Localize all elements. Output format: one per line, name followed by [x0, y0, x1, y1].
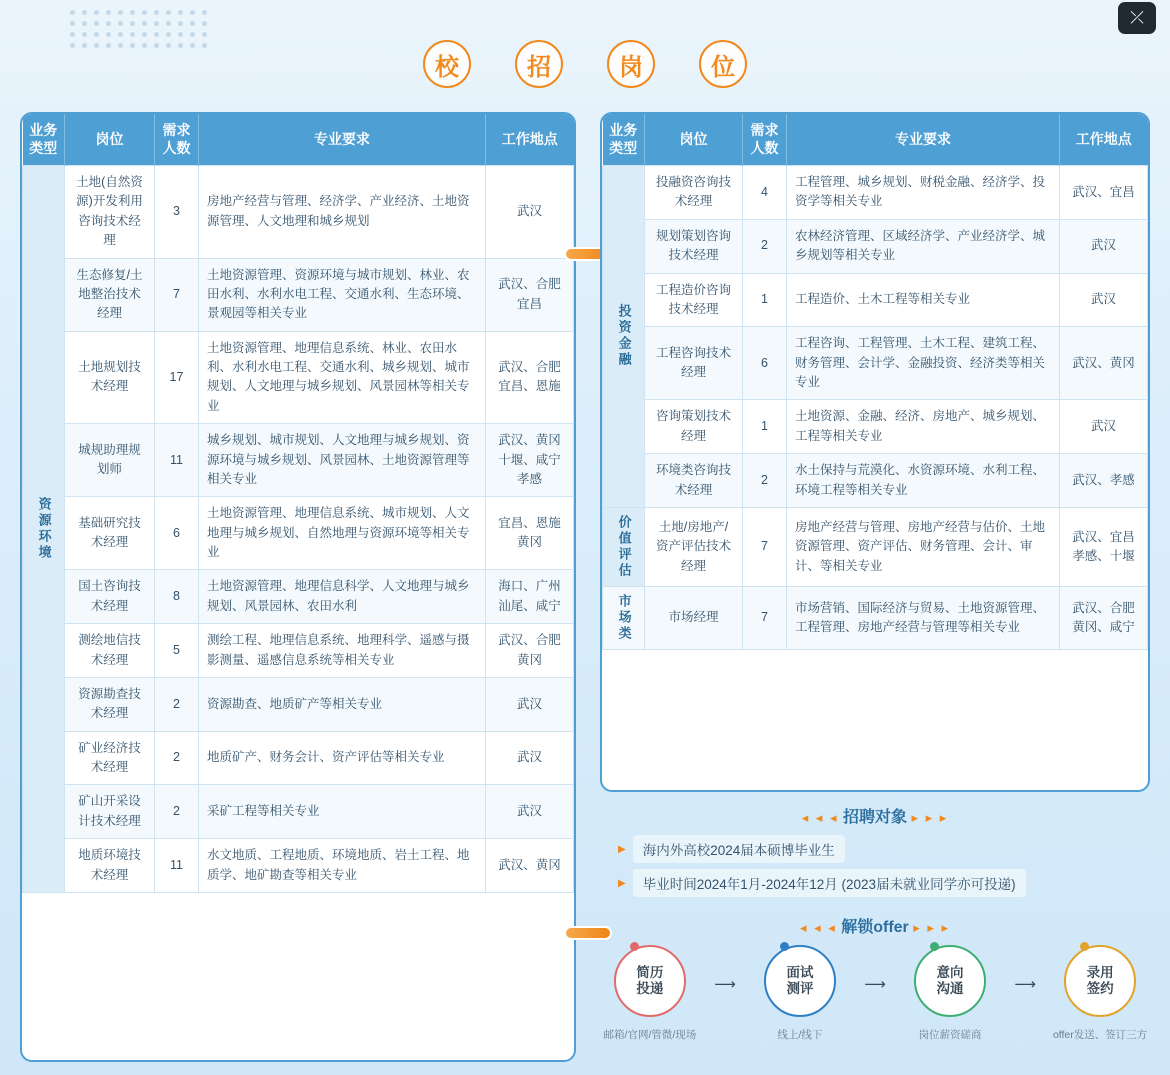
- th-major: 专业要求: [199, 114, 486, 166]
- th-count: 需求人数: [743, 114, 787, 166]
- table-row: [23, 424, 574, 497]
- th-location: 工作地点: [486, 114, 574, 166]
- post-cell: 环境类咨询技术经理: [645, 454, 743, 508]
- flow-dot-icon: [780, 942, 789, 951]
- count-cell: 2: [155, 731, 199, 785]
- flow-line1: 面试: [786, 964, 814, 980]
- flow-step: [1050, 945, 1150, 1042]
- count-cell: 2: [155, 677, 199, 731]
- page-title: [0, 40, 1170, 88]
- major-cell: 水文地质、工程地质、环境地质、岩土工程、地质学、地矿勘查等相关专业: [199, 839, 486, 893]
- table-row: [603, 586, 1148, 649]
- major-cell: 水土保持与荒漠化、水资源环境、水利工程、环境工程等相关专业: [787, 454, 1060, 508]
- triangle-icon: ▶: [618, 877, 626, 889]
- flow-arrow-icon: ⟶: [1014, 976, 1036, 993]
- list-item: [618, 835, 1150, 863]
- count-cell: 7: [743, 507, 787, 586]
- location-cell: 武汉、宜昌: [1060, 166, 1148, 220]
- list-item: [618, 869, 1150, 897]
- major-cell: 农林经济管理、区域经济学、产业经济学、城乡规划等相关专业: [787, 219, 1060, 273]
- section-title-text: 解锁offer: [841, 919, 909, 936]
- triangle-icon: ▶: [618, 843, 626, 855]
- table-row: [23, 785, 574, 839]
- count-cell: 17: [155, 331, 199, 424]
- title-char: 岗: [607, 40, 655, 88]
- flow-arrow-icon: ⟶: [714, 976, 736, 993]
- major-cell: 工程造价、土木工程等相关专业: [787, 273, 1060, 327]
- count-cell: 7: [743, 586, 787, 649]
- flow-caption: 线上/线下: [777, 1029, 823, 1041]
- table-row: [23, 331, 574, 424]
- flow-circle: [614, 945, 686, 1017]
- count-cell: 3: [155, 166, 199, 259]
- count-cell: 2: [743, 454, 787, 508]
- flow-line2: 签约: [1086, 981, 1114, 996]
- count-cell: 1: [743, 273, 787, 327]
- table-row: [603, 507, 1148, 586]
- flow-caption: 邮箱/官网/管微/现场: [603, 1029, 697, 1041]
- table-row: [603, 273, 1148, 327]
- flow-line2: 测评: [786, 981, 814, 996]
- title-char: 招: [515, 40, 563, 88]
- location-cell: 海口、广州汕尾、咸宁: [486, 570, 574, 624]
- right-jobs-table: [602, 114, 1148, 650]
- post-cell: 基础研究技术经理: [65, 497, 155, 570]
- unlock-offer-title: [600, 914, 1150, 937]
- table-row: [603, 400, 1148, 454]
- flow-arrow-icon: ⟶: [864, 976, 886, 993]
- flow-step: [750, 945, 850, 1042]
- major-cell: 土地资源管理、地理信息系统、林业、农田水利、水利水电工程、交通水利、城乡规划、城市规划、人文地理与城乡规划、风景园林等相关专业: [199, 331, 486, 424]
- section-title-text: 招聘对象: [842, 809, 907, 826]
- location-cell: 武汉: [486, 677, 574, 731]
- flow-step: [900, 945, 1000, 1042]
- post-cell: 土地(自然资源)开发利用咨询技术经理: [65, 166, 155, 259]
- arrow-right: ▸ ▸ ▸: [913, 920, 951, 935]
- title-char: 位: [699, 40, 747, 88]
- location-cell: 武汉、黄冈: [486, 839, 574, 893]
- th-count: 需求人数: [155, 114, 199, 166]
- location-cell: 武汉: [486, 731, 574, 785]
- table-header-row: [603, 114, 1148, 166]
- location-cell: 武汉、宜昌孝感、十堰: [1060, 507, 1148, 586]
- flow-line2: 沟通: [936, 981, 964, 996]
- table-row: [603, 454, 1148, 508]
- location-cell: 武汉、孝感: [1060, 454, 1148, 508]
- flow-line1: 录用: [1086, 964, 1114, 980]
- biz-type-cell: 资源环境: [23, 166, 65, 893]
- title-char: 校: [423, 40, 471, 88]
- major-cell: 测绘工程、地理信息系统、地理科学、遥感与摄影测量、遥感信息系统等相关专业: [199, 624, 486, 678]
- post-cell: 咨询策划技术经理: [645, 400, 743, 454]
- location-cell: 武汉: [486, 785, 574, 839]
- major-cell: 工程管理、城乡规划、财税金融、经济学、投资学等相关专业: [787, 166, 1060, 220]
- major-cell: 采矿工程等相关专业: [199, 785, 486, 839]
- table-row: [23, 570, 574, 624]
- location-cell: 宜昌、恩施黄冈: [486, 497, 574, 570]
- major-cell: 房地产经营与管理、房地产经营与估价、土地资源管理、资产评估、财务管理、会计、审计、等相关专业: [787, 507, 1060, 586]
- post-cell: 城规助理规划师: [65, 424, 155, 497]
- table-row: [23, 839, 574, 893]
- table-row: [23, 731, 574, 785]
- target-text: 毕业时间2024年1月-2024年12月 (2023届未就业同学亦可投递): [633, 869, 1026, 897]
- table-header-row: [23, 114, 574, 166]
- location-cell: 武汉: [1060, 400, 1148, 454]
- table-row: [23, 624, 574, 678]
- location-cell: 武汉、合肥宜昌: [486, 258, 574, 331]
- th-post: 岗位: [645, 114, 743, 166]
- location-cell: 武汉、合肥黄冈、咸宁: [1060, 586, 1148, 649]
- th-location: 工作地点: [1060, 114, 1148, 166]
- table-row: [23, 677, 574, 731]
- count-cell: 2: [743, 219, 787, 273]
- major-cell: 房地产经营与管理、经济学、产业经济、土地资源管理、人文地理和城乡规划: [199, 166, 486, 259]
- count-cell: 6: [743, 327, 787, 400]
- flow-dot-icon: [930, 942, 939, 951]
- post-cell: 投融资咨询技术经理: [645, 166, 743, 220]
- arrow-left: ◂ ◂ ◂: [801, 810, 839, 825]
- biz-type-cell: 价值评估: [603, 507, 645, 586]
- post-cell: 规划策划咨询技术经理: [645, 219, 743, 273]
- post-cell: 资源勘查技术经理: [65, 677, 155, 731]
- left-jobs-table: [22, 114, 574, 893]
- location-cell: 武汉、合肥宜昌、恩施: [486, 331, 574, 424]
- major-cell: 城乡规划、城市规划、人文地理与城乡规划、资源环境与城乡规划、风景园林、土地资源管理等相关专业: [199, 424, 486, 497]
- offer-flow: [600, 945, 1150, 1042]
- location-cell: 武汉、合肥黄冈: [486, 624, 574, 678]
- post-cell: 土地规划技术经理: [65, 331, 155, 424]
- post-cell: 地质环境技术经理: [65, 839, 155, 893]
- count-cell: 6: [155, 497, 199, 570]
- count-cell: 11: [155, 839, 199, 893]
- count-cell: 4: [743, 166, 787, 220]
- recruit-target-title: [600, 804, 1150, 827]
- unlock-offer-section: [600, 900, 1150, 1042]
- biz-type-cell: 市场类: [603, 586, 645, 649]
- count-cell: 5: [155, 624, 199, 678]
- major-cell: 工程咨询、工程管理、土木工程、建筑工程、财务管理、会计学、金融投资、经济类等相关专业: [787, 327, 1060, 400]
- flow-circle: [1064, 945, 1136, 1017]
- left-jobs-panel: [20, 112, 576, 1062]
- count-cell: 1: [743, 400, 787, 454]
- arrow-right: ▸ ▸ ▸: [911, 810, 949, 825]
- arrow-left: ◂ ◂ ◂: [799, 920, 837, 935]
- table-row: [603, 166, 1148, 220]
- post-cell: 矿业经济技术经理: [65, 731, 155, 785]
- biz-type-cell: 投资金融: [603, 166, 645, 508]
- flow-step: [600, 945, 700, 1042]
- major-cell: 资源勘查、地质矿产等相关专业: [199, 677, 486, 731]
- flow-line2: 投递: [636, 981, 664, 996]
- flow-caption: 岗位薪资磋商: [918, 1029, 982, 1041]
- location-cell: 武汉: [1060, 273, 1148, 327]
- count-cell: 2: [155, 785, 199, 839]
- th-biz: 业务类型: [23, 114, 65, 166]
- count-cell: 7: [155, 258, 199, 331]
- post-cell: 工程咨询技术经理: [645, 327, 743, 400]
- flow-dot-icon: [630, 942, 639, 951]
- th-major: 专业要求: [787, 114, 1060, 166]
- recruit-target-section: [600, 790, 1150, 903]
- major-cell: 土地资源管理、地理信息科学、人文地理与城乡规划、风景园林、农田水利: [199, 570, 486, 624]
- table-row: [603, 327, 1148, 400]
- flow-circle: [764, 945, 836, 1017]
- target-text: 海内外高校2024届本硕博毕业生: [633, 835, 845, 863]
- count-cell: 11: [155, 424, 199, 497]
- table-row: [23, 166, 574, 259]
- major-cell: 地质矿产、财务会计、资产评估等相关专业: [199, 731, 486, 785]
- major-cell: 市场营销、国际经济与贸易、土地资源管理、工程管理、房地产经营与管理等相关专业: [787, 586, 1060, 649]
- location-cell: 武汉: [486, 166, 574, 259]
- major-cell: 土地资源管理、地理信息系统、城市规划、人文地理与城乡规划、自然地理与资源环境等相关专业: [199, 497, 486, 570]
- close-icon[interactable]: [1118, 2, 1156, 34]
- major-cell: 土地资源、金融、经济、房地产、城乡规划、工程等相关专业: [787, 400, 1060, 454]
- flow-line1: 简历: [636, 964, 664, 980]
- th-post: 岗位: [65, 114, 155, 166]
- post-cell: 国土咨询技术经理: [65, 570, 155, 624]
- location-cell: 武汉: [1060, 219, 1148, 273]
- close-glyph: ⤫: [1130, 8, 1144, 27]
- flow-circle: [914, 945, 986, 1017]
- th-biz: 业务类型: [603, 114, 645, 166]
- post-cell: 工程造价咨询技术经理: [645, 273, 743, 327]
- location-cell: 武汉、黄冈十堰、咸宁孝感: [486, 424, 574, 497]
- post-cell: 生态修复/土地整治技术经理: [65, 258, 155, 331]
- flow-caption: offer发送、签订三方: [1052, 1029, 1148, 1041]
- count-cell: 8: [155, 570, 199, 624]
- post-cell: 矿山开采设计技术经理: [65, 785, 155, 839]
- flow-dot-icon: [1080, 942, 1089, 951]
- right-jobs-panel: [600, 112, 1150, 792]
- table-row: [23, 258, 574, 331]
- major-cell: 土地资源管理、资源环境与城市规划、林业、农田水利、水利水电工程、交通水利、生态环境、景观园等相关专业: [199, 258, 486, 331]
- location-cell: 武汉、黄冈: [1060, 327, 1148, 400]
- table-row: [23, 497, 574, 570]
- post-cell: 市场经理: [645, 586, 743, 649]
- table-row: [603, 219, 1148, 273]
- flow-line1: 意向: [936, 964, 964, 980]
- post-cell: 土地/房地产/资产评估技术经理: [645, 507, 743, 586]
- post-cell: 测绘地信技术经理: [65, 624, 155, 678]
